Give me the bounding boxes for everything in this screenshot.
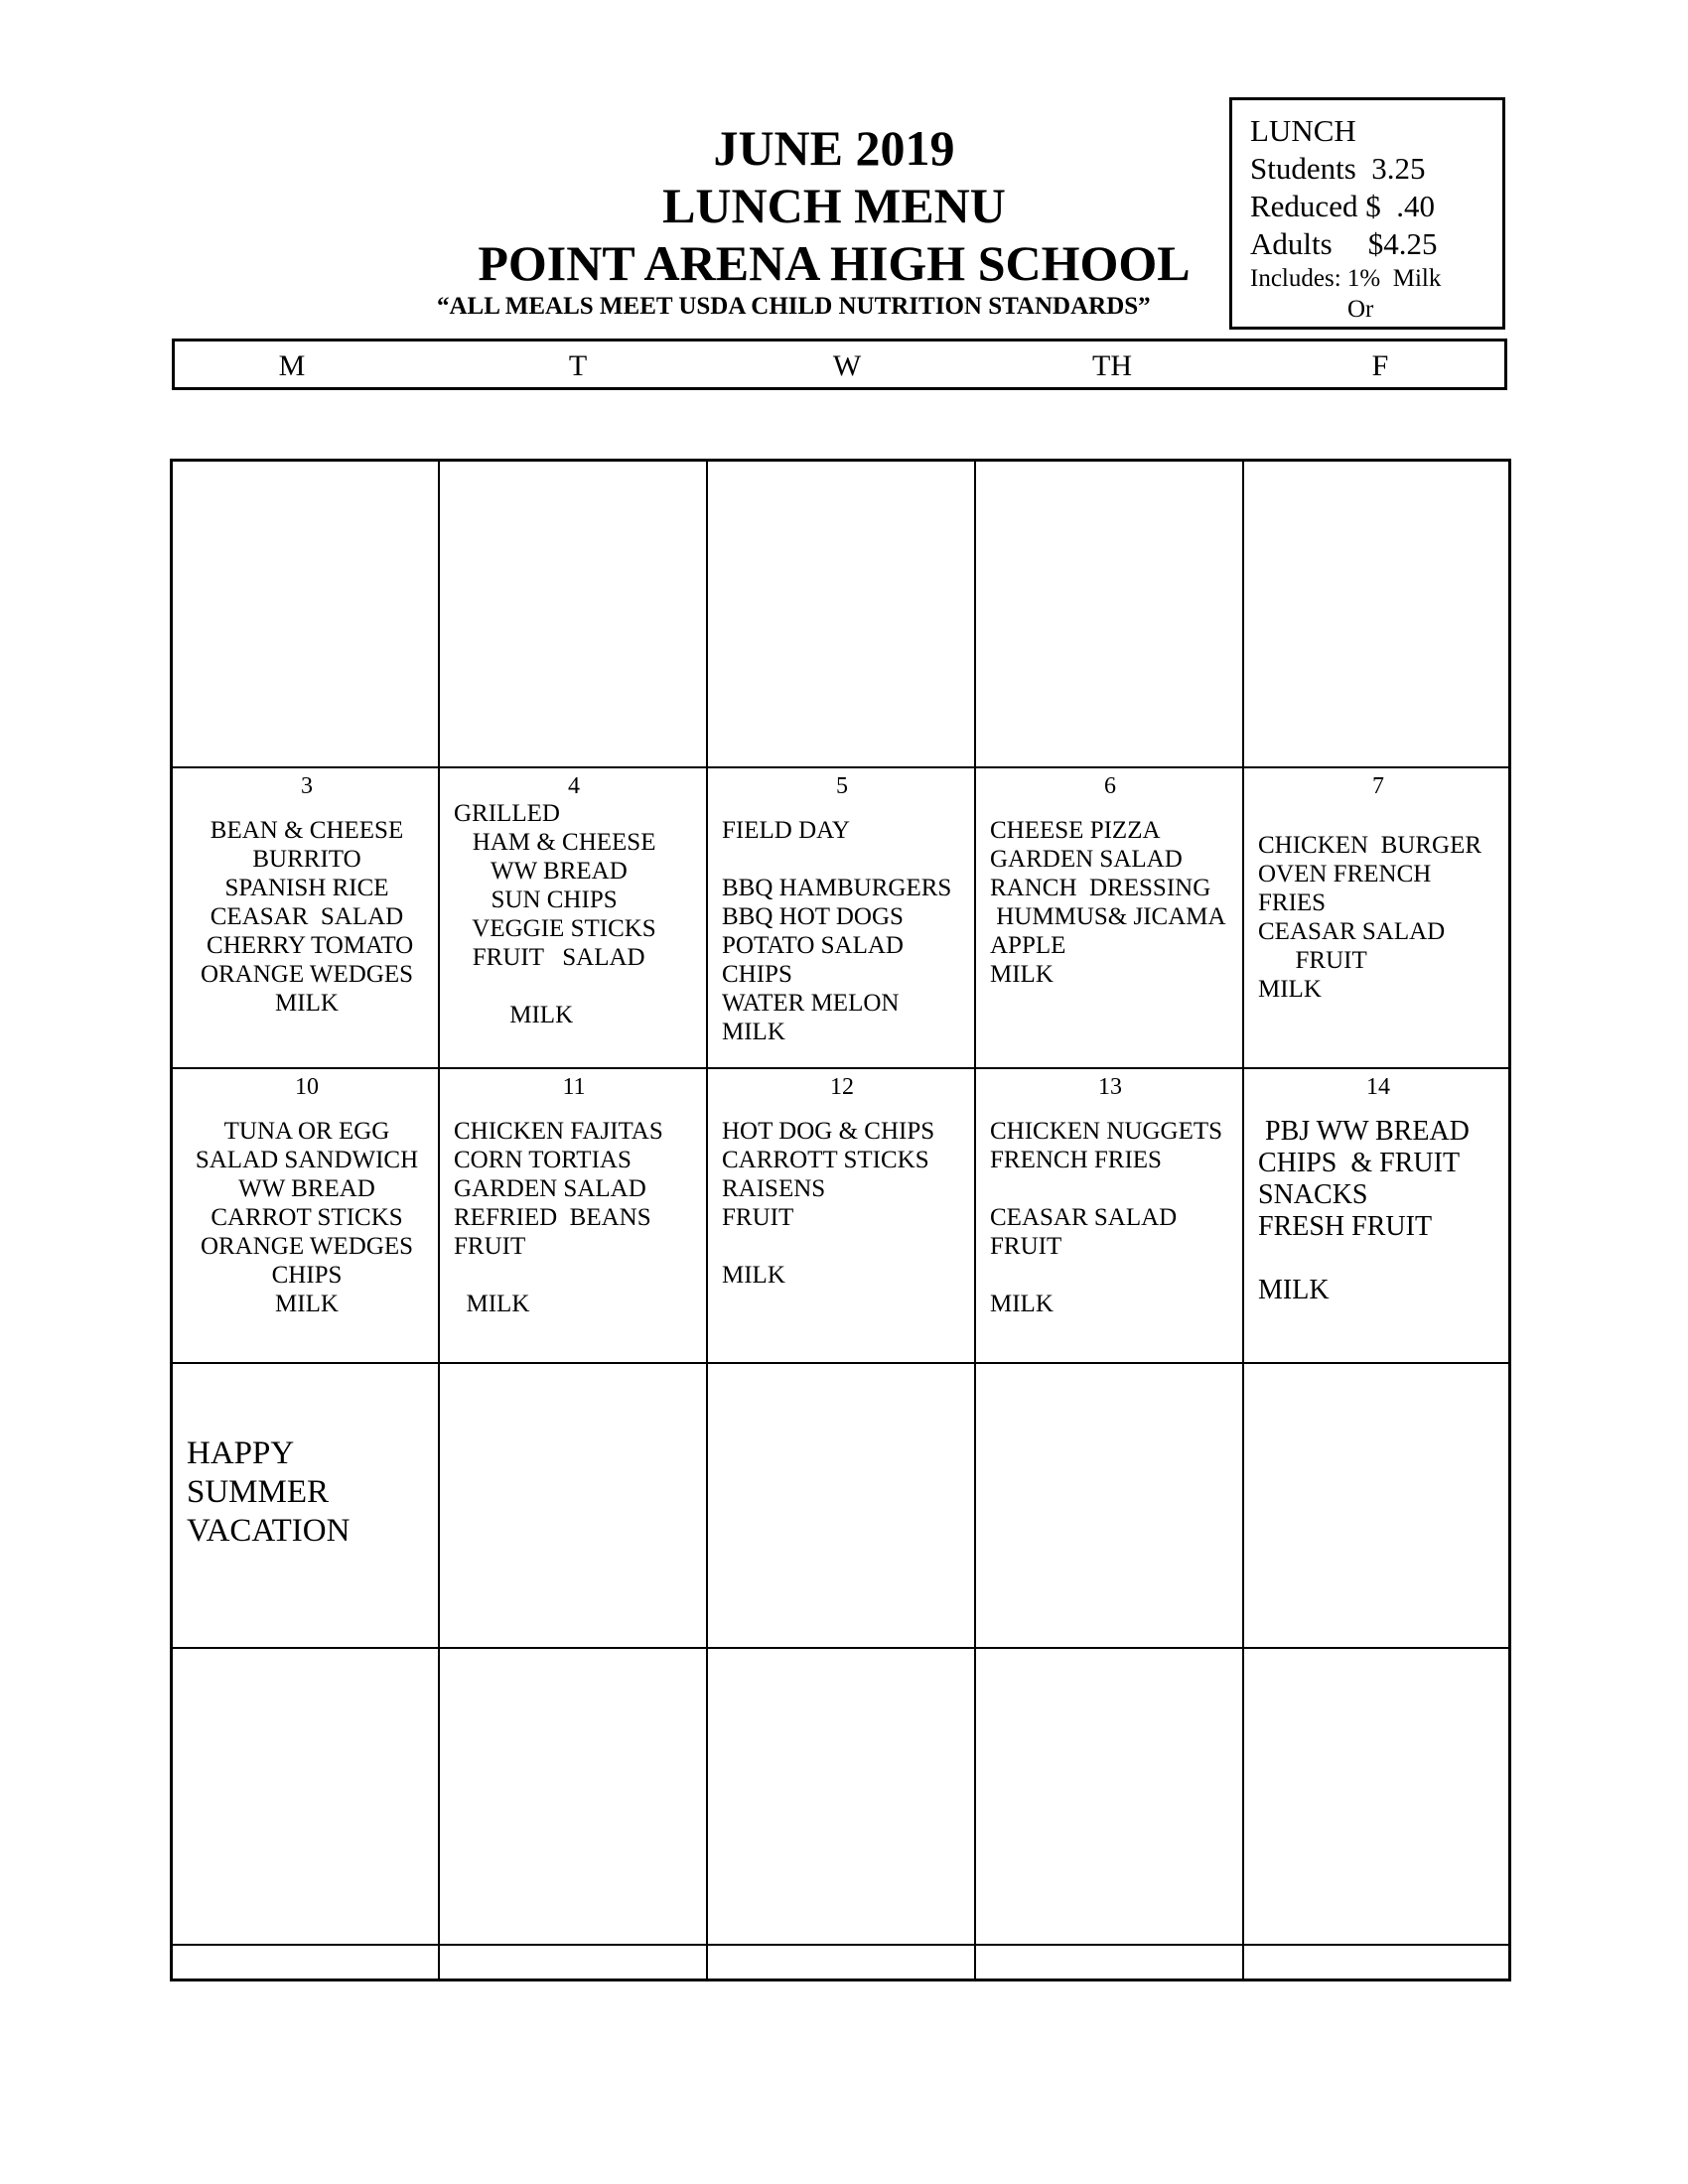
- day-cell: [976, 1072, 1244, 1318]
- students-price: 3.25: [1371, 151, 1426, 186]
- day-friday: F: [1371, 349, 1389, 382]
- calendar-grid: [170, 459, 1511, 1981]
- menu-items: FIELD DAY BBQ HAMBURGERS BBQ HOT DOGS POTATO SALAD CHIPS WATER MELON MILK: [722, 817, 952, 1045]
- date-number: 5: [836, 773, 848, 799]
- vacation-note: HAPPY SUMMER VACATION: [187, 1435, 351, 1549]
- day-cell: [173, 1367, 441, 1645]
- day-cell: [708, 771, 976, 1046]
- date-number: 6: [1104, 773, 1116, 799]
- menu-items: CHICKEN FAJITAS CORN TORTIAS GARDEN SALAD REFRIED BEANS FRUIT MILK: [454, 1118, 663, 1317]
- price-or: Or: [1347, 296, 1374, 323]
- day-wednesday: W: [832, 349, 862, 382]
- day-cell: [440, 771, 708, 1029]
- price-students: [1250, 150, 1502, 188]
- date-number: 11: [562, 1074, 586, 1100]
- menu-items: BEAN & CHEESE BURRITO SPANISH RICE CEASAR SALAD CHERRY TOMATO ORANGE WEDGES MILK: [200, 817, 414, 1017]
- day-monday: M: [278, 349, 306, 382]
- day-cell: [976, 771, 1244, 989]
- grid-divider: [173, 1944, 1508, 1946]
- menu-items: CHEESE PIZZA GARDEN SALAD RANCH DRESSING HUMMUS& JICAMA APPLE MILK: [990, 817, 1226, 988]
- day-cell: [173, 1072, 441, 1318]
- menu-items: GRILLED HAM & CHEESE WW BREAD SUN CHIPS VEGGIE STICKS FRUIT SALAD MILK: [454, 800, 656, 1028]
- price-heading: LUNCH: [1250, 113, 1356, 148]
- reduced-label: Reduced $: [1250, 189, 1381, 223]
- title-line-1: JUNE 2019: [713, 120, 955, 176]
- includes-value: Milk: [1392, 265, 1442, 292]
- day-cell: [173, 771, 441, 1018]
- title-line-2: LUNCH MENU: [662, 178, 1006, 233]
- students-label: Students: [1250, 151, 1356, 186]
- price-adults: [1250, 225, 1502, 263]
- weekday-header: [172, 339, 1507, 390]
- day-cell: [440, 1072, 708, 1318]
- menu-items: TUNA OR EGG SALAD SANDWICH WW BREAD CARROT STICKS ORANGE WEDGES CHIPS MILK: [195, 1118, 419, 1317]
- includes-label: Includes: 1%: [1250, 265, 1381, 292]
- grid-divider: [173, 766, 1508, 768]
- price-box: [1229, 97, 1505, 330]
- title-line-3: POINT ARENA HIGH SCHOOL: [478, 235, 1191, 291]
- day-tuesday: T: [568, 349, 588, 382]
- date-number: 4: [568, 773, 580, 799]
- date-number: 12: [830, 1074, 854, 1100]
- reduced-price: .40: [1396, 189, 1435, 223]
- menu-items: CHICKEN NUGGETS FRENCH FRIES CEASAR SALAD FRUIT MILK: [990, 1118, 1223, 1317]
- day-cell: [1244, 1072, 1512, 1306]
- adults-price: $4.25: [1367, 226, 1438, 261]
- grid-divider: [173, 1647, 1508, 1649]
- menu-items: HOT DOG & CHIPS CARROTT STICKS RAISENS FRUIT MILK: [722, 1118, 935, 1289]
- title-block: [338, 119, 1331, 292]
- menu-items: PBJ WW BREAD CHIPS & FRUIT SNACKS FRESH FRUIT MILK: [1258, 1116, 1470, 1305]
- date-number: 10: [295, 1074, 319, 1100]
- price-includes: [1250, 263, 1502, 295]
- adults-label: Adults: [1250, 226, 1333, 261]
- nutrition-subtitle: “ALL MEALS MEET USDA CHILD NUTRITION STANDARDS”: [437, 293, 1151, 320]
- day-cell: [1244, 771, 1512, 1004]
- date-number: 7: [1372, 773, 1384, 799]
- date-number: 3: [301, 773, 313, 799]
- grid-divider: [173, 1362, 1508, 1364]
- date-number: 13: [1098, 1074, 1122, 1100]
- day-cell: [708, 1072, 976, 1290]
- grid-divider: [173, 1067, 1508, 1069]
- date-number: 14: [1366, 1074, 1390, 1100]
- price-reduced: [1250, 188, 1502, 225]
- menu-items: CHICKEN BURGER OVEN FRENCH FRIES CEASAR SALAD FRUIT MILK: [1258, 832, 1482, 1003]
- day-thursday: TH: [1092, 349, 1132, 382]
